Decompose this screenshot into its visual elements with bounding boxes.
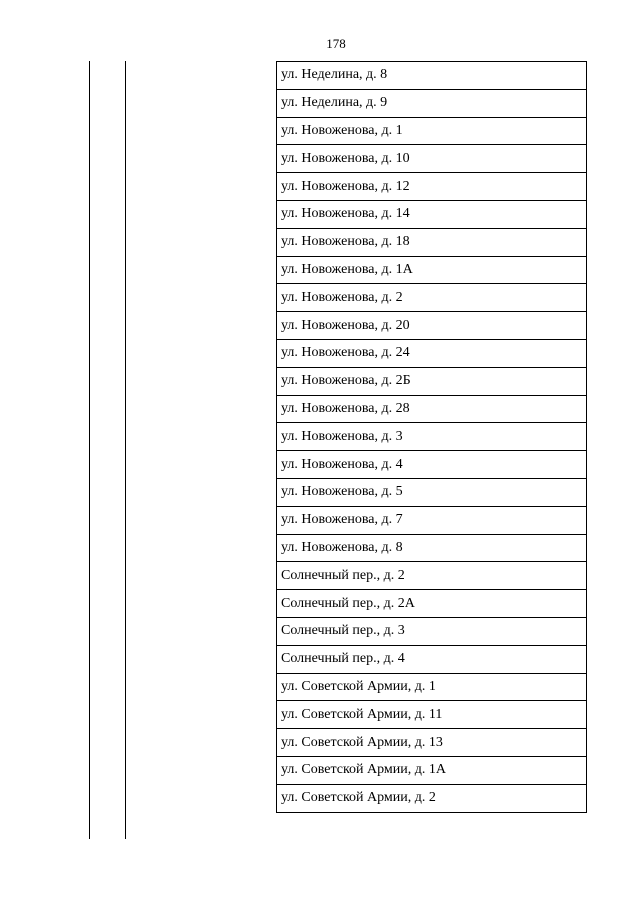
address-cell: ул. Новоженова, д. 28 (277, 395, 587, 423)
table-row (277, 784, 587, 812)
table-row (277, 284, 587, 312)
table-row (277, 534, 587, 562)
address-cell: Солнечный пер., д. 3 (277, 617, 587, 645)
table-row (277, 62, 587, 90)
table-row (277, 173, 587, 201)
address-cell: ул. Новоженова, д. 20 (277, 312, 587, 340)
address-cell: ул. Советской Армии, д. 1А (277, 756, 587, 784)
address-cell: Солнечный пер., д. 2 (277, 562, 587, 590)
table-row (277, 645, 587, 673)
address-cell: ул. Новоженова, д. 7 (277, 506, 587, 534)
table-column-border-middle (125, 61, 126, 839)
table-row (277, 367, 587, 395)
table-row (277, 756, 587, 784)
address-cell: ул. Новоженова, д. 2 (277, 284, 587, 312)
table-row (277, 339, 587, 367)
table-row (277, 562, 587, 590)
table-row (277, 200, 587, 228)
table-row (277, 451, 587, 479)
address-cell: Солнечный пер., д. 2А (277, 590, 587, 618)
table-row (277, 590, 587, 618)
address-cell: ул. Советской Армии, д. 1 (277, 673, 587, 701)
address-cell: ул. Новоженова, д. 3 (277, 423, 587, 451)
address-cell: ул. Советской Армии, д. 2 (277, 784, 587, 812)
address-cell: ул. Советской Армии, д. 11 (277, 701, 587, 729)
address-cell: ул. Советской Армии, д. 13 (277, 729, 587, 757)
address-cell: Солнечный пер., д. 4 (277, 645, 587, 673)
address-cell: ул. Новоженова, д. 14 (277, 200, 587, 228)
table-row (277, 673, 587, 701)
address-cell: ул. Новоженова, д. 12 (277, 173, 587, 201)
table-row (277, 89, 587, 117)
table-column-border-left (89, 61, 90, 839)
address-cell: ул. Новоженова, д. 5 (277, 478, 587, 506)
table-row (277, 228, 587, 256)
table-row (277, 701, 587, 729)
table-row (277, 395, 587, 423)
table-row (277, 145, 587, 173)
address-cell: ул. Новоженова, д. 18 (277, 228, 587, 256)
table-row (277, 506, 587, 534)
address-cell: ул. Неделина, д. 9 (277, 89, 587, 117)
table-row (277, 256, 587, 284)
table-row (277, 729, 587, 757)
table-row (277, 423, 587, 451)
address-cell: ул. Новоженова, д. 8 (277, 534, 587, 562)
address-cell: ул. Новоженова, д. 4 (277, 451, 587, 479)
address-cell: ул. Новоженова, д. 2Б (277, 367, 587, 395)
address-cell: ул. Новоженова, д. 1 (277, 117, 587, 145)
address-cell: ул. Новоженова, д. 10 (277, 145, 587, 173)
table-row (277, 117, 587, 145)
address-cell: ул. Новоженова, д. 24 (277, 339, 587, 367)
address-cell: ул. Новоженова, д. 1А (277, 256, 587, 284)
table-row (277, 312, 587, 340)
table-row (277, 478, 587, 506)
page-number: 178 (326, 36, 346, 51)
address-table-body (277, 62, 587, 813)
address-cell: ул. Неделина, д. 8 (277, 62, 587, 90)
table-row (277, 617, 587, 645)
address-table (276, 61, 587, 813)
